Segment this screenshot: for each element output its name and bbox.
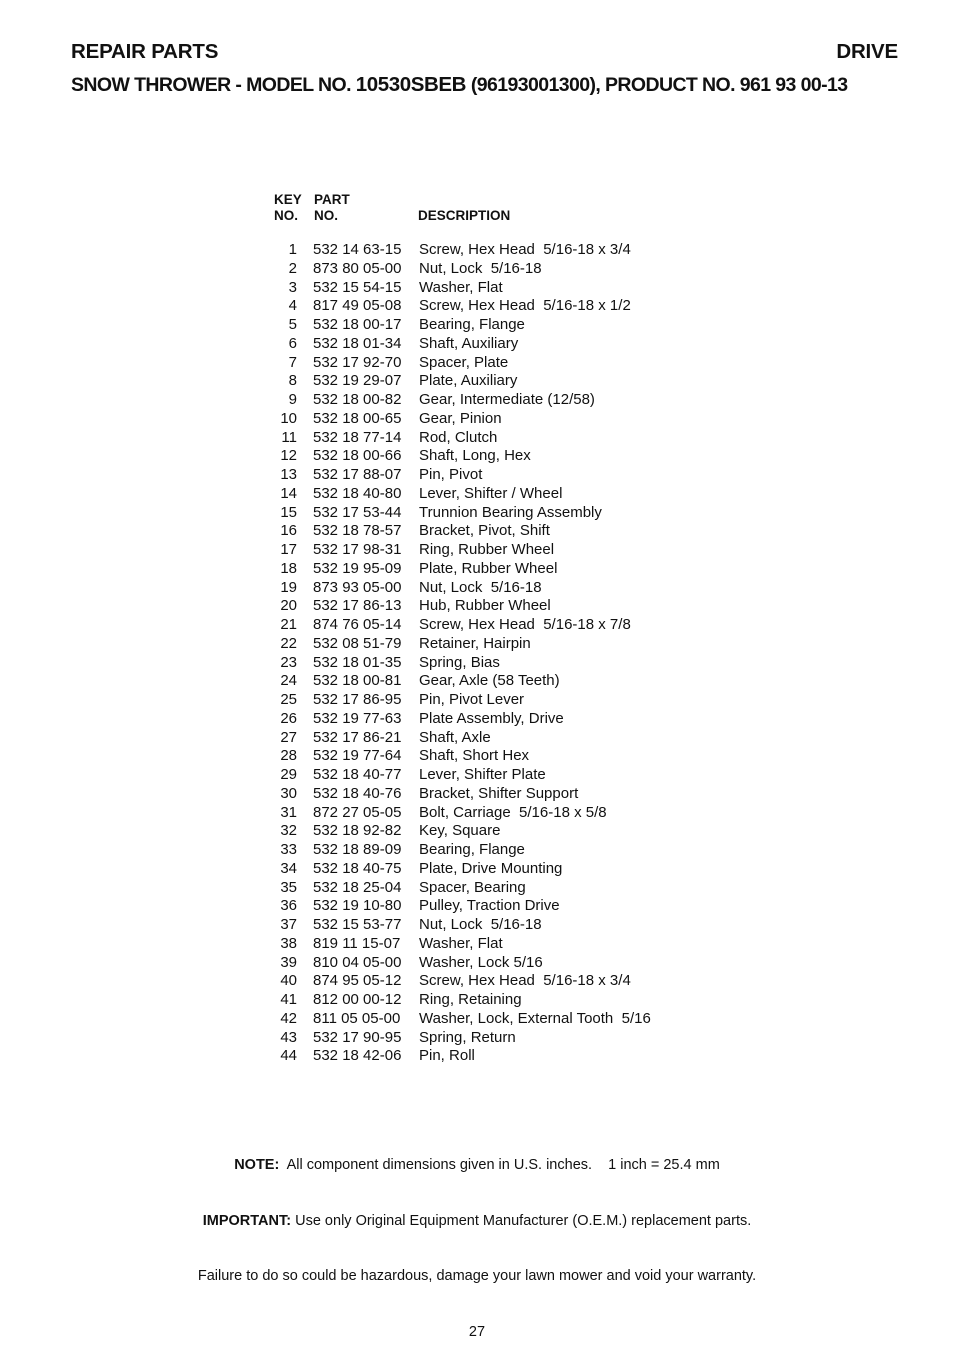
table-row — [274, 785, 674, 804]
part-key: 20 — [280, 597, 297, 615]
page-header — [71, 40, 898, 97]
part-description: Spring, Bias — [419, 653, 500, 671]
part-description: Shaft, Long, Hex — [419, 447, 531, 465]
part-key: 42 — [280, 1009, 297, 1027]
part-key: 18 — [280, 559, 297, 577]
part-key: 27 — [280, 728, 297, 746]
part-description: Pulley, Traction Drive — [419, 897, 560, 915]
part-key: 19 — [280, 578, 297, 596]
part-description: Washer, Flat — [419, 934, 503, 952]
part-description: Spring, Return — [419, 1028, 516, 1046]
part-number: 532 18 40-80 — [313, 484, 402, 502]
note-text: All component dimensions given in U.S. inches. 1 inch = 25.4 mm — [279, 1157, 720, 1173]
part-number: 532 18 01-35 — [313, 653, 402, 671]
part-key: 16 — [280, 522, 297, 540]
part-description: Bearing, Flange — [419, 316, 525, 333]
part-key: 3 — [288, 278, 297, 296]
table-row — [274, 879, 674, 898]
key-header-line1: KEY — [274, 192, 302, 207]
part-number: 532 18 78-57 — [313, 522, 402, 540]
part-key: 41 — [280, 991, 297, 1008]
table-row — [274, 335, 674, 354]
table-row — [274, 316, 674, 335]
table-row — [274, 672, 674, 691]
part-description: Plate Assembly, Drive — [419, 709, 564, 727]
part-key: 33 — [280, 841, 297, 858]
part-description: Bracket, Pivot, Shift — [419, 522, 550, 540]
model-number: 10530SBEB — [355, 73, 467, 96]
header-top-row — [71, 40, 898, 64]
table-row — [274, 991, 674, 1010]
table-row — [274, 747, 674, 766]
table-row — [274, 635, 674, 654]
part-number: 812 00 00-12 — [313, 991, 402, 1008]
part-key: 23 — [280, 653, 297, 671]
table-row — [274, 1029, 674, 1048]
part-number: 532 17 90-95 — [313, 1028, 402, 1046]
warning-line: Failure to do so could be hazardous, damage your lawn mower and void your warranty. — [197, 1268, 757, 1284]
table-row — [274, 429, 674, 448]
part-number: 532 19 10-80 — [313, 897, 402, 915]
section-title: REPAIR PARTS — [71, 40, 219, 63]
part-number: 532 15 53-77 — [313, 916, 402, 933]
table-row — [274, 972, 674, 991]
part-number: 532 18 77-14 — [313, 428, 402, 446]
part-description: Key, Square — [419, 822, 501, 840]
important-line — [0, 1212, 954, 1231]
part-key: 40 — [280, 972, 297, 990]
parts-list-header — [274, 192, 674, 223]
table-row — [274, 654, 674, 673]
table-row — [274, 729, 674, 748]
part-description: Trunnion Bearing Assembly — [419, 503, 602, 521]
table-row — [274, 522, 674, 541]
part-number: 532 17 86-13 — [313, 597, 402, 615]
table-row — [274, 354, 674, 373]
part-number: 532 18 00-65 — [313, 409, 402, 427]
part-header-line1: PART — [314, 192, 350, 207]
key-header-line2: NO. — [274, 207, 299, 223]
part-description: Ring, Retaining — [419, 991, 522, 1008]
table-row — [274, 504, 674, 523]
part-description: Shaft, Short Hex — [419, 747, 530, 765]
part-key: 29 — [280, 766, 297, 783]
part-key: 34 — [280, 859, 297, 877]
table-row — [274, 860, 674, 879]
part-number: 532 19 77-63 — [313, 709, 402, 727]
part-number: 819 11 15-07 — [313, 934, 401, 952]
part-description: Plate, Auxiliary — [419, 372, 518, 390]
part-description: Screw, Hex Head 5/16-18 x 3/4 — [419, 972, 631, 990]
part-number: 532 17 86-21 — [313, 728, 402, 746]
part-description: Shaft, Auxiliary — [419, 334, 519, 352]
part-number: 532 19 95-09 — [313, 559, 402, 577]
model-subtitle — [71, 73, 898, 97]
part-number: 532 17 88-07 — [313, 466, 402, 483]
part-number: 873 93 05-00 — [313, 578, 402, 596]
part-key: 1 — [288, 241, 297, 258]
table-row — [274, 260, 674, 279]
part-description: Screw, Hex Head 5/16-18 x 7/8 — [419, 616, 631, 633]
part-description: Retainer, Hairpin — [419, 634, 531, 652]
part-number: 811 05 05-00 — [313, 1009, 401, 1027]
part-key: 30 — [280, 784, 297, 802]
part-key: 24 — [280, 672, 297, 690]
part-number: 817 49 05-08 — [313, 297, 402, 315]
part-description: Ring, Rubber Wheel — [419, 541, 555, 558]
part-description: Gear, Pinion — [419, 409, 502, 427]
part-key: 25 — [280, 691, 297, 708]
table-row — [274, 410, 674, 429]
part-description: Screw, Hex Head 5/16-18 x 1/2 — [419, 297, 631, 315]
part-key: 31 — [280, 803, 297, 821]
part-description: Pin, Pivot — [419, 466, 483, 483]
part-description: Washer, Lock, External Tooth 5/16 — [419, 1009, 651, 1027]
table-row — [274, 841, 674, 860]
part-key: 2 — [288, 259, 297, 277]
part-number: 532 19 77-64 — [313, 747, 402, 765]
part-description: Spacer, Bearing — [419, 878, 526, 896]
table-row — [274, 541, 674, 560]
part-key: 36 — [280, 897, 297, 915]
part-description: Nut, Lock 5/16-18 — [419, 259, 542, 277]
part-key: 26 — [280, 709, 297, 727]
part-key: 39 — [280, 953, 297, 971]
table-row — [274, 447, 674, 466]
key-column-header — [274, 192, 314, 223]
table-row — [274, 560, 674, 579]
part-number: 532 18 25-04 — [313, 878, 402, 896]
part-description: Bearing, Flange — [419, 841, 525, 858]
part-description: Washer, Flat — [419, 278, 503, 296]
part-number: 532 19 29-07 — [313, 372, 402, 390]
table-row — [274, 279, 674, 298]
part-description: Gear, Intermediate (12/58) — [419, 391, 595, 408]
page-footer — [0, 1119, 954, 1360]
table-row — [274, 710, 674, 729]
part-key: 5 — [288, 316, 297, 333]
part-number: 532 18 00-81 — [313, 672, 402, 690]
part-key: 15 — [280, 503, 297, 521]
part-description: Gear, Axle (58 Teeth) — [419, 672, 560, 690]
part-description: Plate, Drive Mounting — [419, 859, 563, 877]
part-number: 532 18 40-75 — [313, 859, 402, 877]
part-header-line2: NO. — [314, 207, 339, 223]
parts-rows — [274, 241, 674, 1066]
part-number: 532 18 40-77 — [313, 766, 402, 783]
table-row — [274, 485, 674, 504]
part-key: 13 — [280, 466, 297, 483]
table-row — [274, 935, 674, 954]
part-number: 532 17 98-31 — [313, 541, 402, 558]
part-number: 873 80 05-00 — [313, 259, 402, 277]
part-number: 872 27 05-05 — [313, 803, 402, 821]
table-row — [274, 1010, 674, 1029]
part-number: 532 17 86-95 — [313, 691, 402, 708]
part-description: Shaft, Axle — [419, 728, 491, 746]
table-row — [274, 616, 674, 635]
part-description: Screw, Hex Head 5/16-18 x 3/4 — [419, 241, 631, 258]
part-number: 532 18 92-82 — [313, 822, 402, 840]
part-key: 10 — [280, 409, 297, 427]
part-key: 35 — [280, 878, 297, 896]
part-key: 28 — [280, 747, 297, 765]
part-number: 532 17 92-70 — [313, 353, 402, 371]
part-description: Nut, Lock 5/16-18 — [419, 916, 542, 933]
part-number: 532 18 01-34 — [313, 334, 402, 352]
part-key: 7 — [288, 353, 297, 371]
part-key: 14 — [280, 484, 297, 502]
part-description: Rod, Clutch — [419, 428, 498, 446]
part-number: 532 18 00-66 — [313, 447, 402, 465]
part-number: 532 08 51-79 — [313, 634, 402, 652]
part-number: 532 18 42-06 — [313, 1047, 402, 1065]
part-key: 4 — [288, 297, 297, 315]
part-number: 532 18 00-82 — [313, 391, 402, 408]
subtitle-suffix: (96193001300), PRODUCT NO. 961 93 00-13 — [466, 74, 848, 96]
part-description: Nut, Lock 5/16-18 — [419, 578, 542, 596]
topic-title: DRIVE — [836, 40, 898, 63]
note-line — [0, 1156, 954, 1175]
description-column-header: DESCRIPTION — [418, 207, 511, 223]
table-row — [274, 897, 674, 916]
part-key: 38 — [280, 934, 297, 952]
part-description: Lever, Shifter Plate — [419, 766, 546, 783]
part-description: Bolt, Carriage 5/16-18 x 5/8 — [419, 803, 607, 821]
part-key: 6 — [288, 334, 297, 352]
note-label: NOTE: — [234, 1157, 280, 1173]
table-row — [274, 691, 674, 710]
table-row — [274, 597, 674, 616]
table-row — [274, 916, 674, 935]
part-key: 11 — [281, 428, 297, 446]
subtitle-prefix: SNOW THROWER - MODEL NO. — [71, 74, 356, 96]
table-row — [274, 466, 674, 485]
part-description: Hub, Rubber Wheel — [419, 597, 551, 615]
part-key: 8 — [288, 372, 297, 390]
part-number: 532 15 54-15 — [313, 278, 402, 296]
part-description: Pin, Roll — [419, 1047, 475, 1065]
part-number: 532 18 00-17 — [313, 316, 402, 333]
table-row — [274, 804, 674, 823]
part-key: 22 — [280, 634, 297, 652]
table-row — [274, 766, 674, 785]
part-description: Washer, Lock 5/16 — [419, 953, 543, 971]
important-text: Use only Original Equipment Manufacturer (O.E.M.) replacement parts. — [291, 1212, 752, 1229]
part-key: 12 — [280, 447, 297, 465]
part-number: 810 04 05-00 — [313, 953, 402, 971]
part-key: 21 — [280, 616, 297, 633]
part-number: 874 95 05-12 — [313, 972, 402, 990]
part-key: 9 — [288, 391, 297, 408]
part-description: Spacer, Plate — [419, 353, 509, 371]
table-row — [274, 391, 674, 410]
part-number: 874 76 05-14 — [313, 616, 402, 633]
part-column-header — [314, 192, 418, 223]
part-number: 532 18 89-09 — [313, 841, 402, 858]
important-label: IMPORTANT: — [202, 1212, 292, 1229]
part-key: 37 — [280, 916, 297, 933]
part-description: Lever, Shifter / Wheel — [419, 484, 563, 502]
part-number: 532 14 63-15 — [313, 241, 402, 258]
table-row — [274, 241, 674, 260]
table-row — [274, 297, 674, 316]
part-key: 43 — [280, 1028, 297, 1046]
part-number: 532 18 40-76 — [313, 784, 402, 802]
table-row — [274, 579, 674, 598]
part-key: 32 — [280, 822, 297, 840]
part-description: Pin, Pivot Lever — [419, 691, 525, 708]
part-key: 17 — [280, 541, 297, 558]
table-row — [274, 372, 674, 391]
part-description: Plate, Rubber Wheel — [419, 559, 558, 577]
parts-list — [274, 192, 674, 1066]
part-number: 532 17 53-44 — [313, 503, 402, 521]
table-row — [274, 822, 674, 841]
table-row — [274, 1047, 674, 1066]
part-description: Bracket, Shifter Support — [419, 784, 579, 802]
table-row — [274, 954, 674, 973]
part-key: 44 — [280, 1047, 297, 1065]
page-number: 27 — [468, 1323, 486, 1340]
